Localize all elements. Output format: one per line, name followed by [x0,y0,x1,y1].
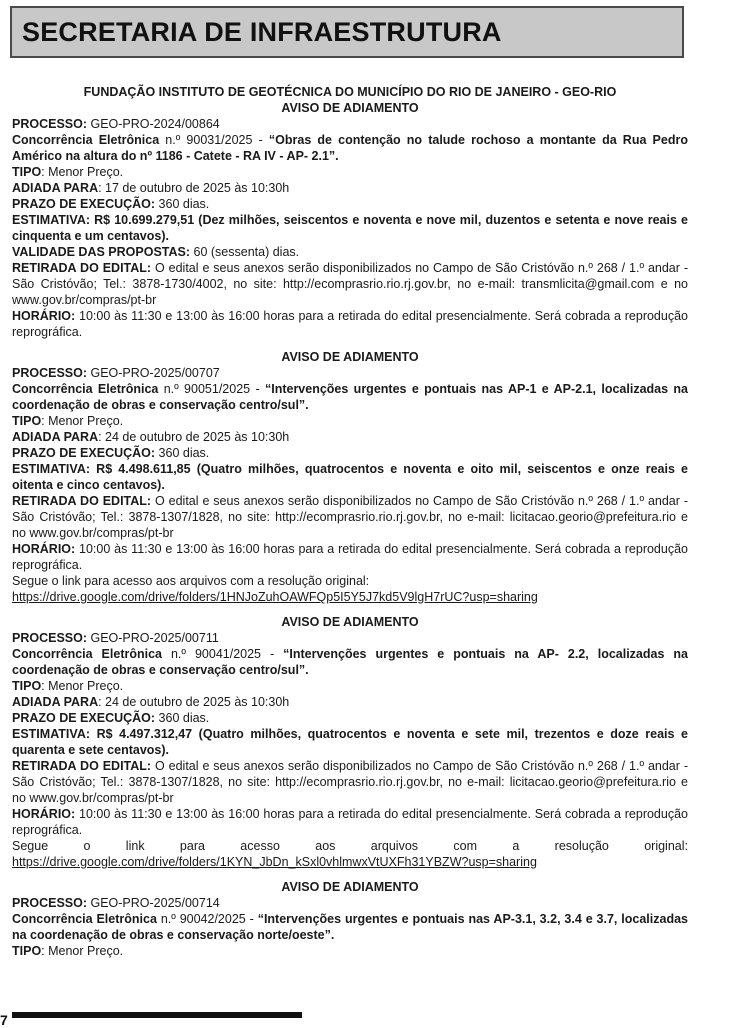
link-intro: Segue o link para acesso aos arquivos com a resolução original: [12,839,688,853]
horario-line: HORÁRIO: 10:00 às 11:30 e 13:00 às 16:00 horas para a retirada do edital presencialmente. Será cobrada a reprodução reprográfica. [12,807,688,837]
document-body [12,84,688,959]
retirada-line: RETIRADA DO EDITAL: O edital e seus anexos serão disponibilizados no Campo de São Cristóvão n.º 268 / 1.º andar - São Cristóvão; Tel.: 3878-1730/4002, no site: http://ecomprasrio.rio.rj.gov.br, no e-mail: transmlicita@gmail.com e no www.gov.br/compras/pt-br [12,261,688,307]
retirada-line: RETIRADA DO EDITAL: O edital e seus anexos serão disponibilizados no Campo de São Cristóvão n.º 268 / 1.º andar - São Cristóvão; Tel.: 3878-1307/1828, no site: http://ecomprasrio.rio.rj.gov.br, no e-mail: licitacao.georio@prefeitura.rio e no www.gov.br/compras/pt-br [12,494,688,540]
drive-link[interactable]: https://drive.google.com/drive/folders/1KYN_JbDn_kSxl0vhlmwxVtUXFh31YBZW?usp=sharing [12,855,537,869]
retirada-line: RETIRADA DO EDITAL: O edital e seus anexos serão disponibilizados no Campo de São Cristóvão n.º 268 / 1.º andar - São Cristóvão; Tel.: 3878-1307/1828, no site: http://ecomprasrio.rio.rj.gov.br, no e-mail: licitacao.georio@prefeitura.rio e no www.gov.br/compras/pt-br [12,759,688,805]
banner-title: SECRETARIA DE INFRAESTRUTURA [22,17,502,47]
horario-line: HORÁRIO: 10:00 às 11:30 e 13:00 às 16:00 horas para a retirada do edital presencialmente. Será cobrada a reprodução reprográfica. [12,542,688,572]
footer-rule [12,1012,302,1018]
page-number: 7 [0,1012,8,1028]
processo-line: PROCESSO: GEO-PRO-2025/00714 [12,896,220,910]
processo-line: PROCESSO: GEO-PRO-2025/00711 [12,631,219,645]
processo-line: PROCESSO: GEO-PRO-2025/00707 [12,366,220,380]
prazo-line: PRAZO DE EXECUÇÃO: 360 dias. [12,446,210,460]
concorrencia-line: Concorrência Eletrônica n.º 90051/2025 - “Intervenções urgentes e pontuais nas AP-1 e AP-2.1, localizadas na coordenação de obras e conservação centro/sul”. [12,382,688,412]
tipo-line: TIPO: Menor Preço. [12,165,124,179]
concorrencia-line: Concorrência Eletrônica n.º 90041/2025 - “Intervenções urgentes e pontuais na AP- 2.2, localizadas na coordenação de obras e conservação centro/sul”. [12,647,688,677]
tipo-line: TIPO: Menor Preço. [12,944,124,958]
estimativa-line: ESTIMATIVA: R$ 4.497.312,47 (Quatro milhões, quatrocentos e noventa e sete mil, trezentos e doze reais e quarenta e sete centavos). [12,727,688,757]
estimativa-line: ESTIMATIVA: R$ 10.699.279,51 (Dez milhões, seiscentos e noventa e nove mil, duzentos e setenta e nove reais e cinquenta e um centavos). [12,213,688,243]
notice-title: AVISO DE ADIAMENTO [281,615,419,629]
org-title: FUNDAÇÃO INSTITUTO DE GEOTÉCNICA DO MUNICÍPIO DO RIO DE JANEIRO - GEO-RIO [83,85,617,99]
notice-3 [12,614,688,870]
tipo-line: TIPO: Menor Preço. [12,414,124,428]
drive-link[interactable]: https://drive.google.com/drive/folders/1HNJoZuhOAWFQp5I5Y5J7kd5V9lgH7rUC?usp=sharing [12,590,538,604]
notice-2 [12,349,688,605]
prazo-line: PRAZO DE EXECUÇÃO: 360 dias. [12,197,210,211]
notice-title: AVISO DE ADIAMENTO [281,880,419,894]
validade-line: VALIDADE DAS PROPOSTAS: 60 (sessenta) dias. [12,245,300,259]
concorrencia-line: Concorrência Eletrônica n.º 90031/2025 - “Obras de contenção no talude rochoso a montante da Rua Pedro Américo na altura do nº 1186 - Catete - RA IV - AP- 2.1”. [12,133,688,163]
notice-4 [12,879,688,959]
concorrencia-line: Concorrência Eletrônica n.º 90042/2025 - “Intervenções urgentes e pontuais nas AP-3.1, 3.2, 3.4 e 3.7, localizadas na coordenação de obras e conservação norte/oeste”. [12,912,688,942]
estimativa-line: ESTIMATIVA: R$ 4.498.611,85 (Quatro milhões, quatrocentos e noventa e oito mil, seiscentos e onze reais e oitenta e cinco centavos). [12,462,688,492]
link-line [12,838,688,870]
tipo-line: TIPO: Menor Preço. [12,679,124,693]
notice-title: AVISO DE ADIAMENTO [281,101,419,115]
prazo-line: PRAZO DE EXECUÇÃO: 360 dias. [12,711,210,725]
link-intro: Segue o link para acesso aos arquivos com a resolução original: [12,574,370,588]
processo-line: PROCESSO: GEO-PRO-2024/00864 [12,117,220,131]
adiada-line: ADIADA PARA: 24 de outubro de 2025 às 10:30h [12,695,290,709]
notice-1 [12,100,688,340]
adiada-line: ADIADA PARA: 24 de outubro de 2025 às 10:30h [12,430,290,444]
horario-line: HORÁRIO: 10:00 às 11:30 e 13:00 às 16:00 horas para a retirada do edital presencialmente. Será cobrada a reprodução reprográfica. [12,309,688,339]
adiada-line: ADIADA PARA: 17 de outubro de 2025 às 10:30h [12,181,290,195]
notice-title: AVISO DE ADIAMENTO [281,350,419,364]
section-banner [10,6,684,58]
